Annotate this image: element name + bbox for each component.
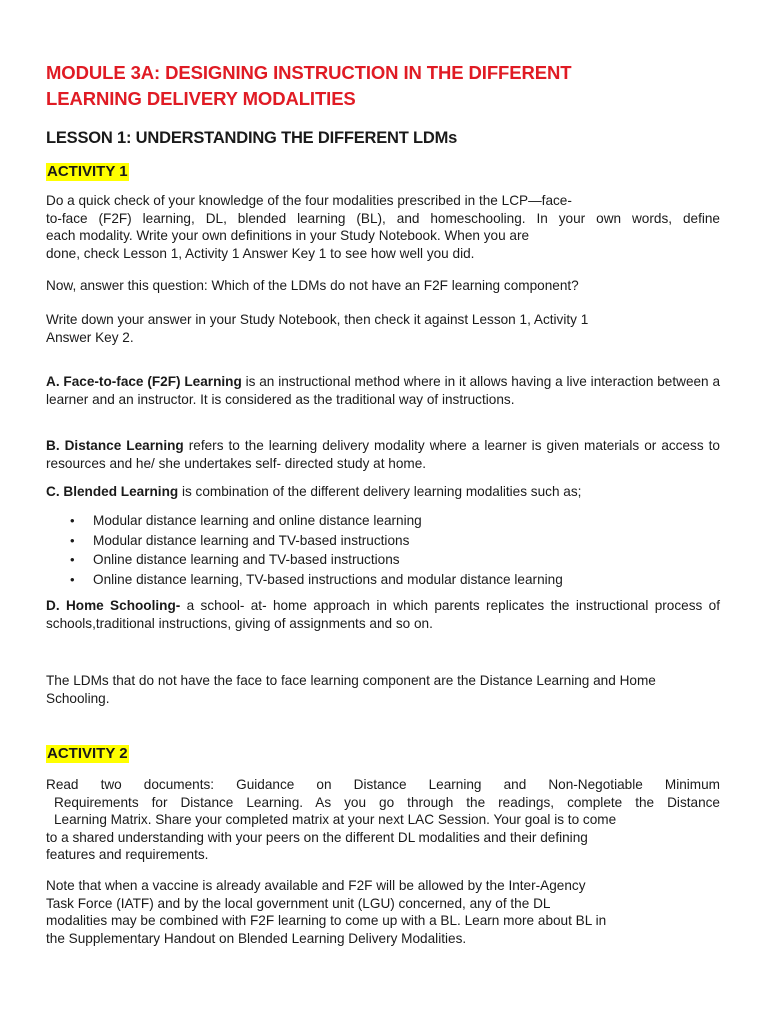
- definition-text: is combination of the different delivery learning modalities such as;: [178, 484, 582, 499]
- intro-line: done, check Lesson 1, Activity 1 Answer Key 1 to see how well you did.: [46, 245, 475, 261]
- activity-1-write-down: [46, 311, 720, 346]
- note-line: the Supplementary Handout on Blended Learning Delivery Modalities.: [46, 930, 467, 946]
- read-line: features and requirements.: [46, 847, 209, 862]
- activity-1-intro: [46, 192, 720, 262]
- activity-1-label: ACTIVITY 1: [47, 163, 128, 180]
- module-title-line-2: LEARNING DELIVERY MODALITIES: [46, 88, 356, 109]
- read-line: Read two documents: Guidance on Distance Learning and Non-Negotiable Minimum: [46, 777, 720, 792]
- read-line: Learning Matrix. Share your completed matrix at your next LAC Session. Your goal is to come: [54, 812, 617, 827]
- activity-2-read: [46, 776, 720, 864]
- note-line: Task Force (IATF) and by the local government unit (LGU) concerned, any of the DL: [46, 895, 551, 911]
- activity-1-answer: The LDMs that do not have the face to face learning component are the Distance Learning and Home Schooling.: [46, 673, 656, 706]
- definition-home-schooling: [46, 597, 720, 632]
- blended-learning-list: [46, 511, 720, 589]
- list-item: • Modular distance learning and TV-based instructions: [46, 531, 720, 551]
- module-title: [46, 60, 720, 112]
- read-line: Requirements for Distance Learning. As you go through the readings, complete the Distance: [54, 794, 720, 810]
- definition-term: B. Distance Learning: [46, 438, 184, 453]
- intro-line: each modality. Write your own definitions in your Study Notebook. When you are: [46, 228, 530, 243]
- definition-text: a school- at- home approach in which parents replicates the instructional process of schools,traditional instructions, giving of assignments and so on.: [46, 598, 720, 631]
- activity-2-heading: [46, 745, 720, 763]
- write-down-line: Answer Key 2.: [46, 329, 134, 345]
- definition-text: is an instructional method where in it allows having a live interaction between a learner and an instructor. It is considered as the traditional way of instructions.: [46, 374, 721, 407]
- module-title-line-1: MODULE 3A: DESIGNING INSTRUCTION IN THE DIFFERENT: [46, 62, 572, 83]
- definition-face-to-face: [46, 373, 720, 408]
- definition-text: refers to the learning delivery modality where a learner is given materials or access to resources and he/ she undertakes self- directed study at home.: [46, 438, 720, 471]
- definition-term: A. Face-to-face (F2F) Learning: [46, 374, 242, 389]
- definition-distance-learning: [46, 437, 720, 472]
- definition-term: D. Home Schooling-: [46, 598, 181, 613]
- lesson-title: LESSON 1: UNDERSTANDING THE DIFFERENT LDMs: [46, 129, 458, 147]
- intro-line: Do a quick check of your knowledge of the four modalities prescribed in the LCP—face-: [46, 193, 572, 208]
- activity-1-question: Now, answer this question: Which of the LDMs do not have an F2F learning component?: [46, 278, 579, 293]
- intro-line: to-face (F2F) learning, DL, blended learning (BL), and homeschooling. In your own words, define: [46, 210, 720, 226]
- note-line: modalities may be combined with F2F learning to come up with a BL. Learn more about BL in: [46, 913, 607, 928]
- definition-term: C. Blended Learning: [46, 484, 179, 499]
- definition-blended-learning: [46, 483, 720, 501]
- list-item: • Modular distance learning and online distance learning: [46, 511, 720, 531]
- note-line: Note that when a vaccine is already available and F2F will be allowed by the Inter-Agency: [46, 878, 586, 893]
- read-line: to a shared understanding with your peers on the different DL modalities and their defining: [46, 829, 588, 845]
- list-item: • Online distance learning and TV-based instructions: [46, 550, 720, 570]
- list-item: • Online distance learning, TV-based instructions and modular distance learning: [46, 570, 720, 590]
- activity-2-note: [46, 877, 720, 947]
- activity-1-heading: [46, 163, 720, 181]
- write-down-line: Write down your answer in your Study Notebook, then check it against Lesson 1, Activity 1: [46, 312, 589, 327]
- activity-2-label: ACTIVITY 2: [47, 745, 128, 762]
